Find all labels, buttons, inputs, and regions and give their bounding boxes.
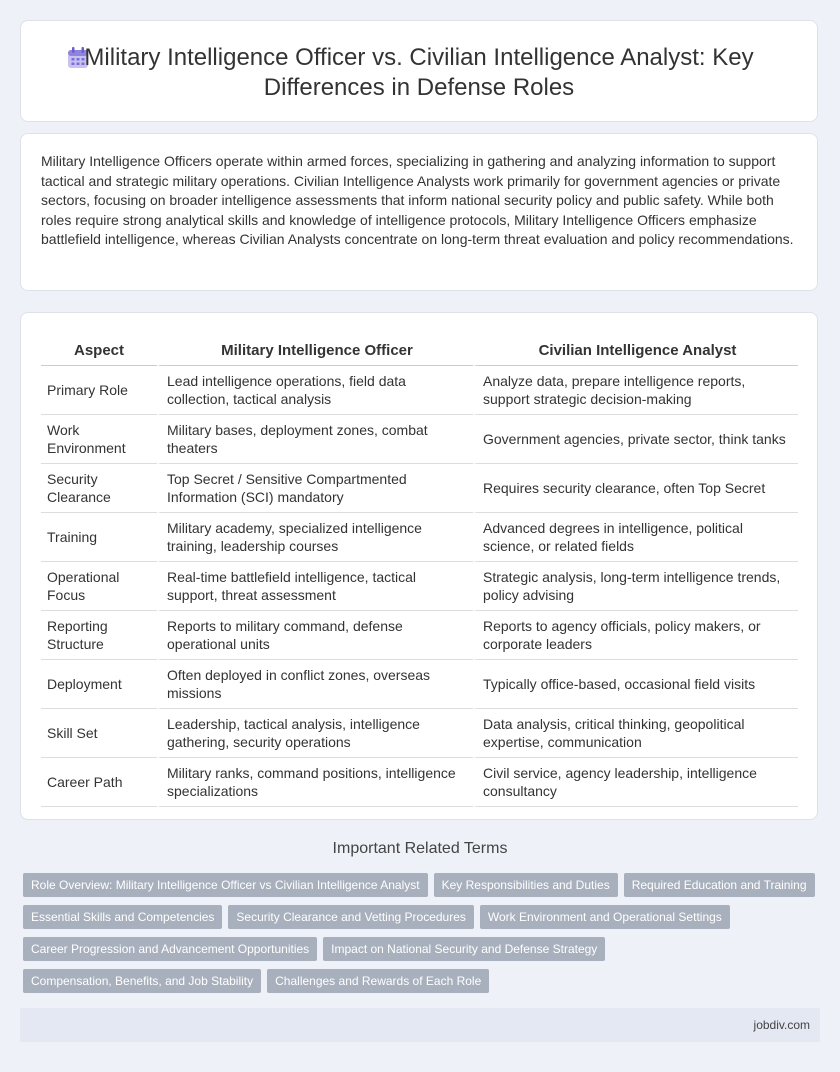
table-row xyxy=(41,660,798,709)
table-row xyxy=(41,758,798,807)
aspect-cell: Deployment xyxy=(41,660,157,709)
related-term-tag[interactable]: Work Environment and Operational Settings xyxy=(480,905,730,929)
military-cell: Real-time battlefield intelligence, tactical support, threat assessment xyxy=(157,562,473,611)
civilian-cell: Advanced degrees in intelligence, political science, or related fields xyxy=(473,513,798,562)
related-term-tag[interactable]: Security Clearance and Vetting Procedures xyxy=(228,905,473,929)
intro-paragraph: Military Intelligence Officers operate within armed forces, specializing in gathering and analyzing information to support tactical and strategic military operations. Civilian Intelligence Analysts work primarily for government agencies or private sectors, focusing on broader intelligence assessments that inform national security policy and public safety. While both roles require strong analytical skills and knowledge of intelligence protocols, Military Intelligence Officers emphasize battlefield intelligence, whereas Civilian Analysts concentrate on long-term threat evaluation and policy recommendations. xyxy=(41,153,794,248)
aspect-cell: Career Path xyxy=(41,758,157,807)
military-cell: Military ranks, command positions, intelligence specializations xyxy=(157,758,473,807)
related-term-tag[interactable]: Impact on National Security and Defense Strategy xyxy=(323,937,605,961)
related-term-tag[interactable]: Essential Skills and Competencies xyxy=(23,905,222,929)
military-cell: Military academy, specialized intelligence training, leadership courses xyxy=(157,513,473,562)
aspect-cell: Work Environment xyxy=(41,415,157,464)
table-header-row xyxy=(41,331,798,366)
comparison-card xyxy=(20,312,818,820)
page-title: Military Intelligence Officer vs. Civilian Intelligence Analyst: Key Differences in Defense Roles xyxy=(84,44,754,101)
military-cell: Leadership, tactical analysis, intelligence gathering, security operations xyxy=(157,709,473,758)
footer-site-link[interactable]: jobdiv.com xyxy=(753,1018,810,1032)
related-terms-tags xyxy=(23,873,823,993)
civilian-cell: Strategic analysis, long-term intelligence trends, policy advising xyxy=(473,562,798,611)
civilian-cell: Requires security clearance, often Top Secret xyxy=(473,464,798,513)
civilian-cell: Government agencies, private sector, think tanks xyxy=(473,415,798,464)
header-card xyxy=(20,20,818,122)
intro-card xyxy=(20,133,818,291)
military-cell: Top Secret / Sensitive Compartmented Information (SCI) mandatory xyxy=(157,464,473,513)
related-term-tag[interactable]: Key Responsibilities and Duties xyxy=(434,873,618,897)
civilian-cell: Analyze data, prepare intelligence reports, support strategic decision-making xyxy=(473,366,798,415)
table-row xyxy=(41,709,798,758)
table-row xyxy=(41,464,798,513)
related-term-tag[interactable]: Required Education and Training xyxy=(624,873,815,897)
civilian-cell: Civil service, agency leadership, intelligence consultancy xyxy=(473,758,798,807)
aspect-cell: Primary Role xyxy=(41,366,157,415)
related-terms-title: Important Related Terms xyxy=(332,840,508,857)
table-row xyxy=(41,513,798,562)
military-cell: Reports to military command, defense operational units xyxy=(157,611,473,660)
table-row xyxy=(41,562,798,611)
table-row xyxy=(41,611,798,660)
related-term-tag[interactable]: Challenges and Rewards of Each Role xyxy=(267,969,489,993)
aspect-cell: Skill Set xyxy=(41,709,157,758)
header-aspect: Aspect xyxy=(41,331,157,366)
aspect-cell: Training xyxy=(41,513,157,562)
related-term-tag[interactable]: Career Progression and Advancement Opportunities xyxy=(23,937,317,961)
comparison-table xyxy=(41,331,798,807)
military-cell: Military bases, deployment zones, combat theaters xyxy=(157,415,473,464)
table-row xyxy=(41,366,798,415)
related-term-tag[interactable]: Role Overview: Military Intelligence Officer vs Civilian Intelligence Analyst xyxy=(23,873,428,897)
header-civilian: Civilian Intelligence Analyst xyxy=(473,331,798,366)
footer xyxy=(20,1008,820,1042)
aspect-cell: Operational Focus xyxy=(41,562,157,611)
aspect-cell: Security Clearance xyxy=(41,464,157,513)
header-military: Military Intelligence Officer xyxy=(157,331,473,366)
related-term-tag[interactable]: Compensation, Benefits, and Job Stability xyxy=(23,969,261,993)
civilian-cell: Typically office-based, occasional field visits xyxy=(473,660,798,709)
military-cell: Often deployed in conflict zones, overseas missions xyxy=(157,660,473,709)
table-row xyxy=(41,415,798,464)
military-cell: Lead intelligence operations, field data collection, tactical analysis xyxy=(157,366,473,415)
civilian-cell: Data analysis, critical thinking, geopolitical expertise, communication xyxy=(473,709,798,758)
aspect-cell: Reporting Structure xyxy=(41,611,157,660)
civilian-cell: Reports to agency officials, policy makers, or corporate leaders xyxy=(473,611,798,660)
